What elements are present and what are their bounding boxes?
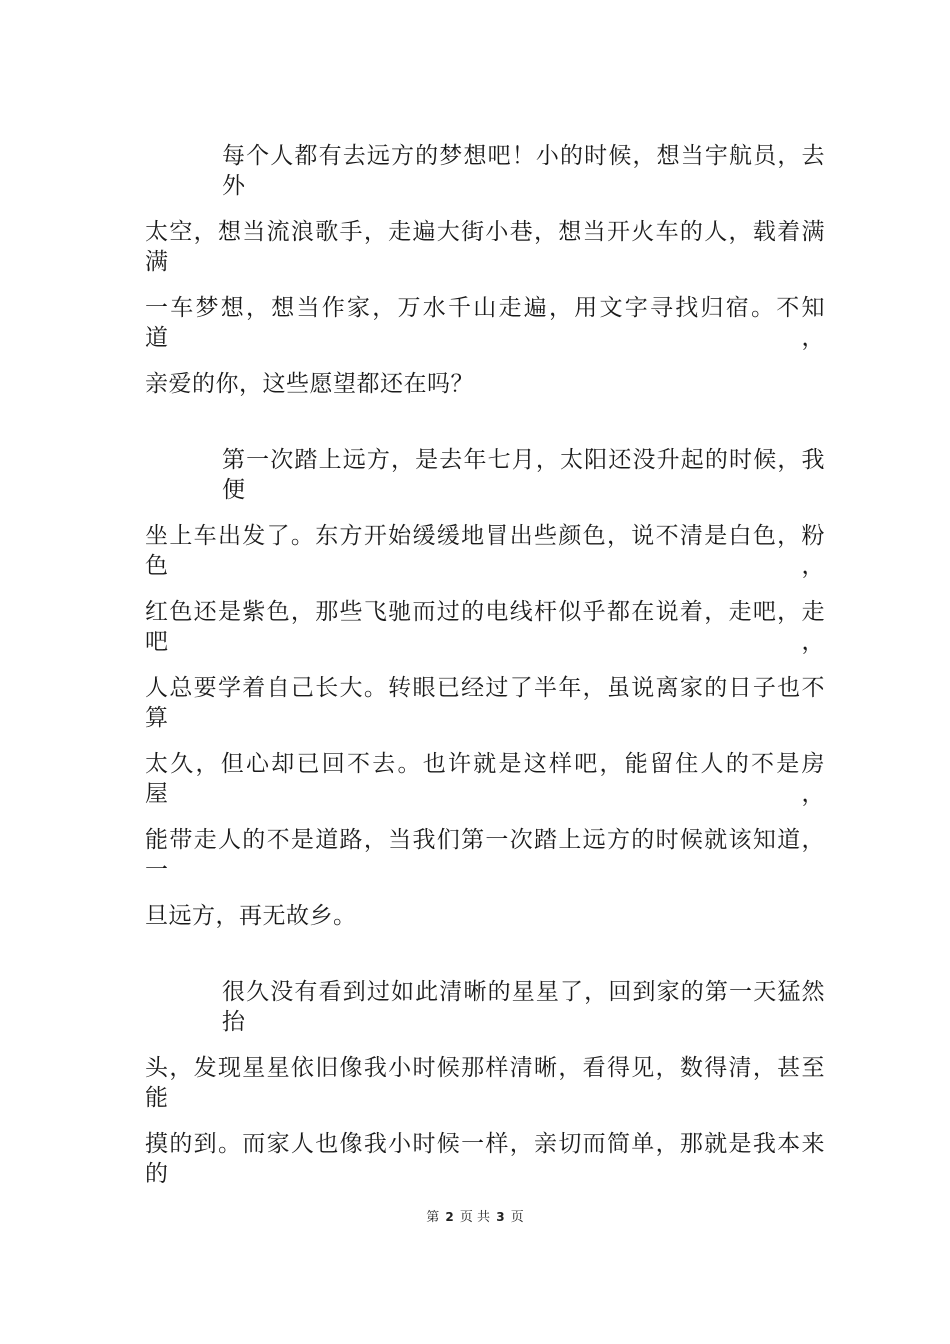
- footer-current-page: 2: [445, 1210, 454, 1224]
- text-line: 亲爱的你，这些愿望都还在吗？: [145, 371, 474, 397]
- text-line: 坐上车出发了。东方开始缓缓地冒出些颜色，说不清是白色，粉色，: [145, 523, 825, 579]
- text-line: 能带走人的不是道路，当我们第一次踏上远方的时候就该知道，一: [145, 827, 825, 883]
- text-line: 第一次踏上远方，是去年七月，太阳还没升起的时候，我便: [222, 447, 825, 503]
- footer-suffix: 页: [510, 1210, 524, 1225]
- text-line: 人总要学着自己长大。转眼已经过了半年，虽说离家的日子也不算: [145, 675, 825, 731]
- text-line: 太空，想当流浪歌手，走遍大街小巷，想当开火车的人，载着满满: [145, 219, 825, 275]
- text-line: 一车梦想，想当作家，万水千山走遍，用文字寻找归宿。不知道，: [145, 295, 825, 351]
- text-line: 太久，但心却已回不去。也许就是这样吧，能留住人的不是房屋，: [145, 751, 825, 807]
- text-line: 头，发现星星依旧像我小时候那样清晰，看得见，数得清，甚至能: [145, 1055, 825, 1111]
- text-line: 每个人都有去远方的梦想吧！小的时候，想当宇航员，去外: [222, 143, 825, 199]
- text-line: 红色还是紫色，那些飞驰而过的电线杆似乎都在说着，走吧，走吧，: [145, 599, 825, 655]
- footer-total-pages: 3: [496, 1210, 505, 1224]
- text-line: 很久没有看到过如此清晰的星星了，回到家的第一天猛然抬: [222, 979, 825, 1035]
- page-footer: [0, 1208, 950, 1227]
- footer-prefix: 第: [426, 1210, 440, 1225]
- footer-middle: 页 共: [459, 1210, 491, 1225]
- text-line: 摸的到。而家人也像我小时候一样，亲切而简单，那就是我本来的: [145, 1131, 825, 1187]
- text-line: 旦远方，再无故乡。: [145, 903, 357, 929]
